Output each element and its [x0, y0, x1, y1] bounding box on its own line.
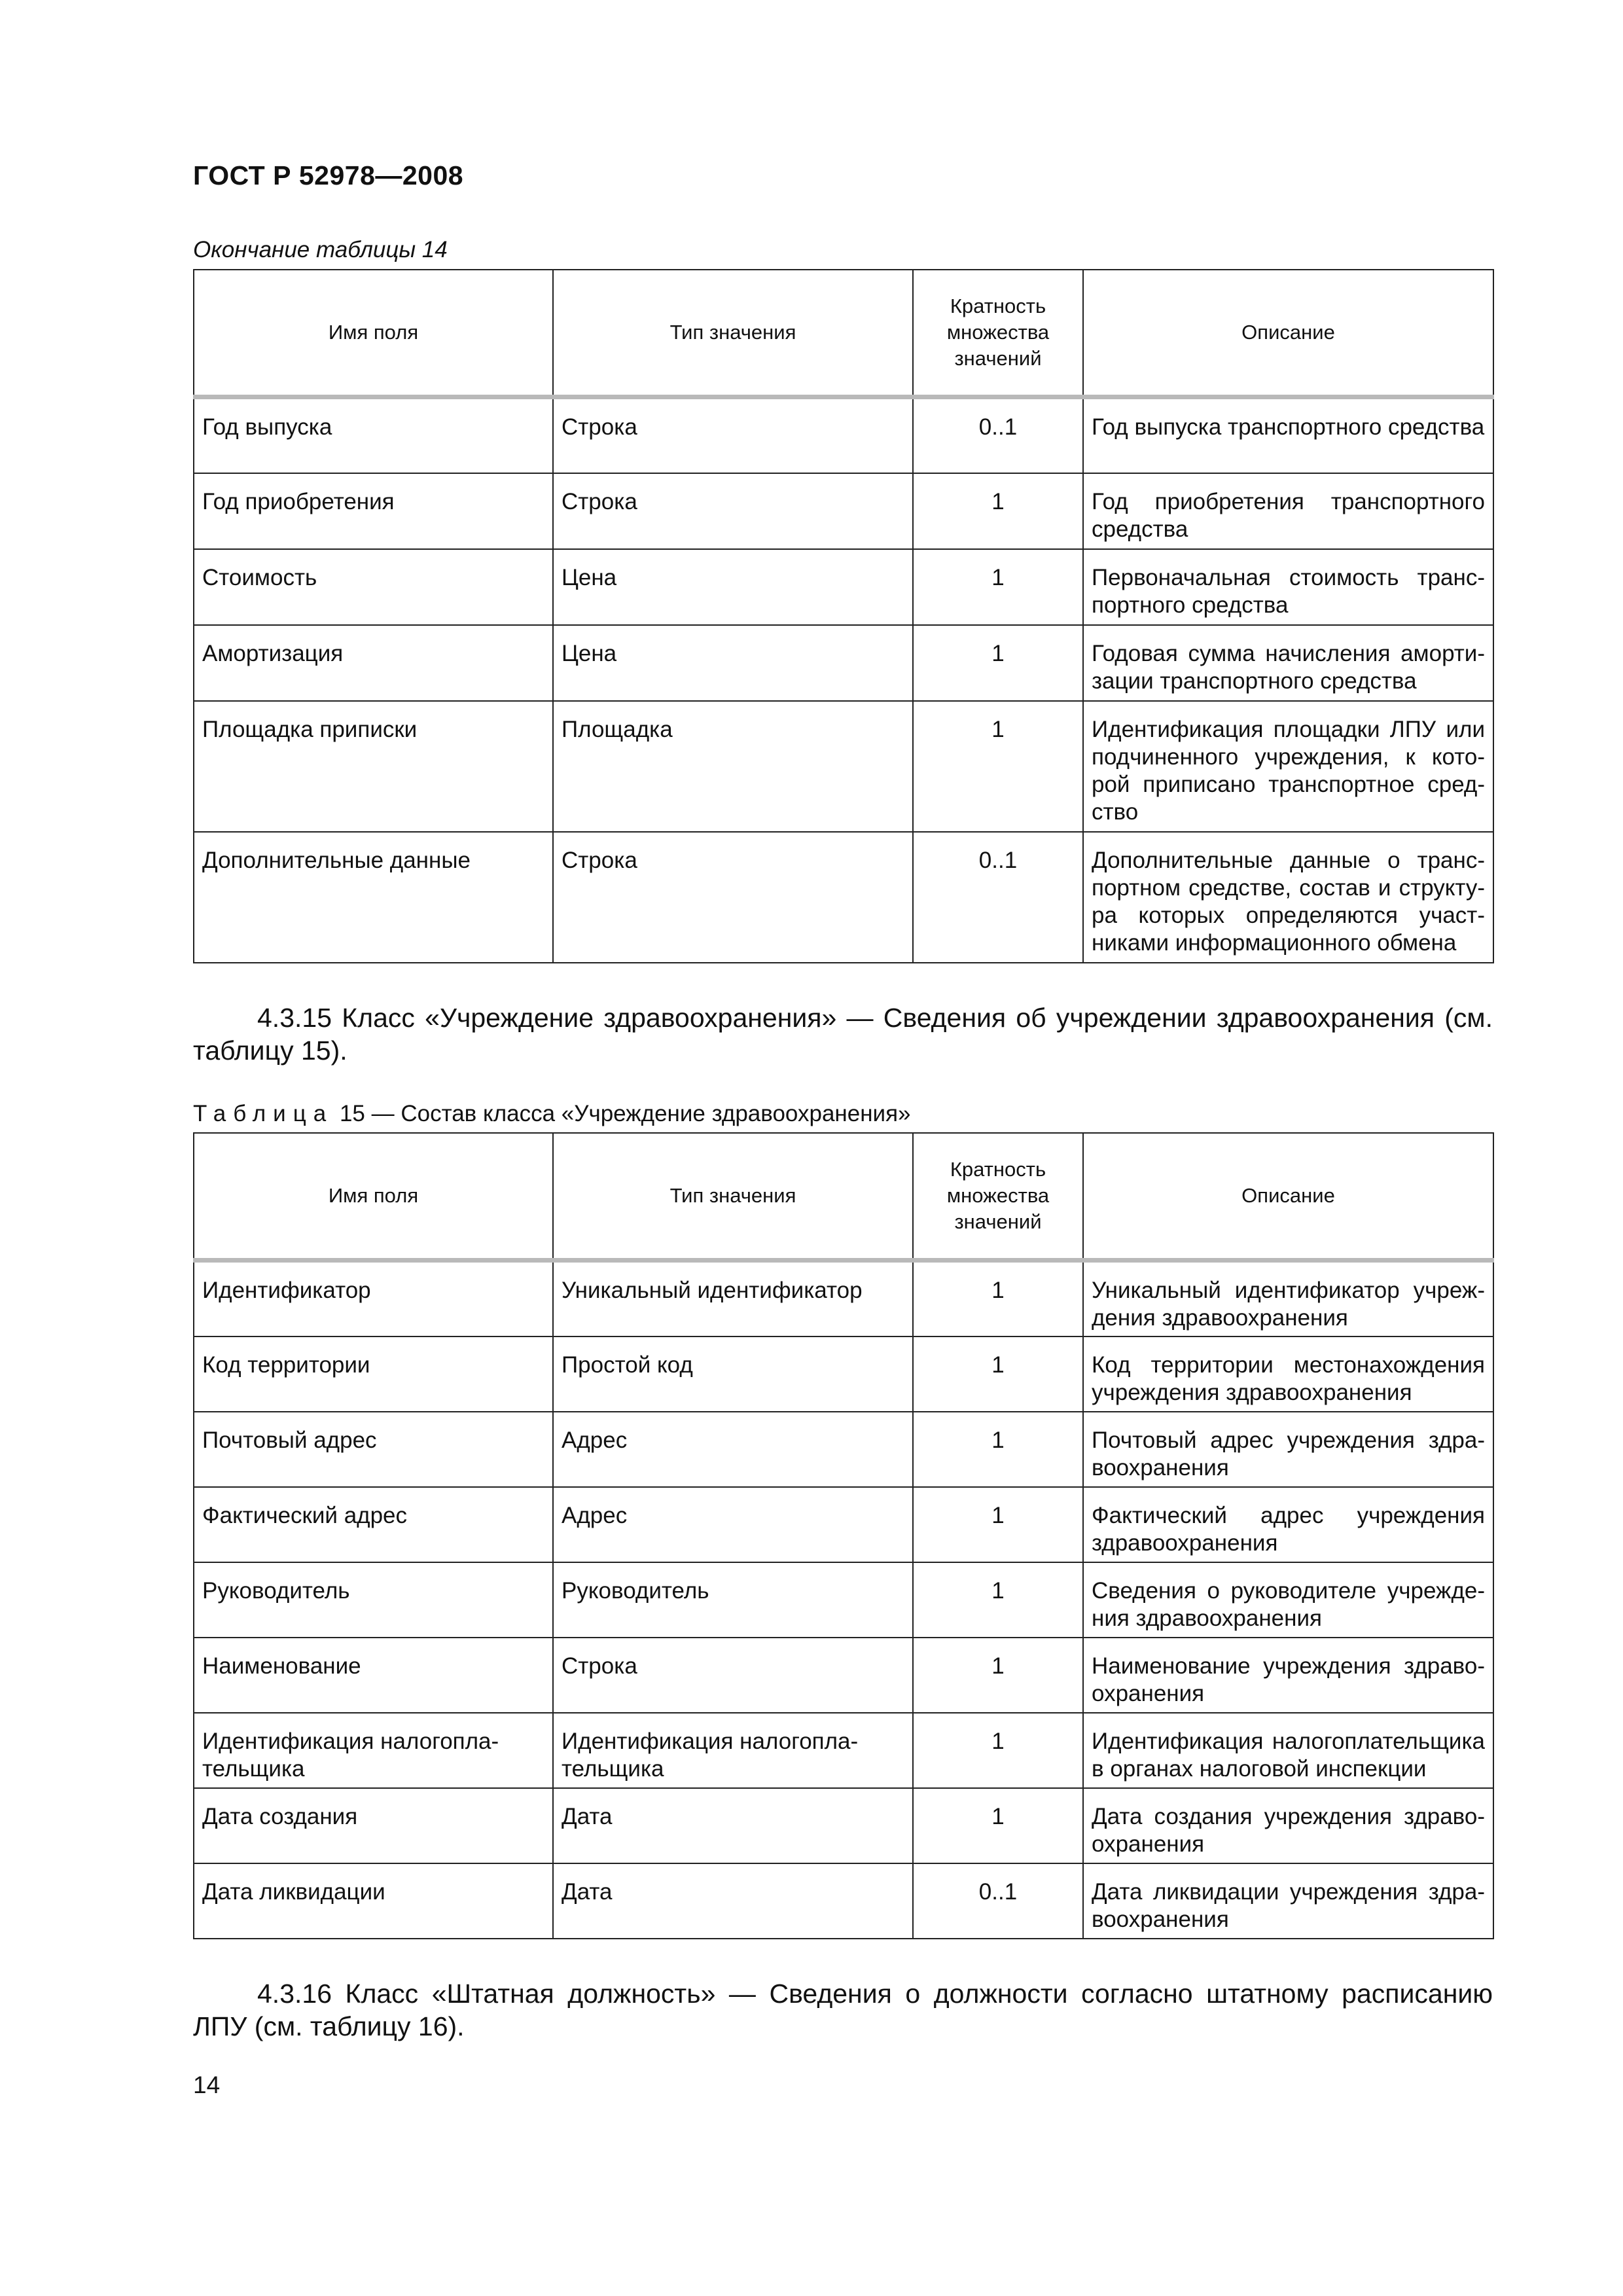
- table14-header-description: Описание: [1083, 270, 1493, 397]
- cell-multiplicity: 1: [913, 1562, 1083, 1638]
- table15-header-name: Имя поля: [194, 1133, 553, 1261]
- cell-name: Дополнительные данные: [194, 832, 553, 963]
- table-row: [194, 701, 1493, 832]
- cell-multiplicity: 1: [913, 1638, 1083, 1713]
- cell-multiplicity: 1: [913, 1487, 1083, 1562]
- table15: [193, 1132, 1494, 1939]
- cell-type: Строка: [553, 397, 913, 473]
- cell-name: Амортизация: [194, 625, 553, 701]
- cell-name: Год выпуска: [194, 397, 553, 473]
- cell-multiplicity: 0..1: [913, 1863, 1083, 1939]
- table-row: [194, 1562, 1493, 1638]
- cell-type: Строка: [553, 832, 913, 963]
- table-row: [194, 1788, 1493, 1863]
- table15-caption: [193, 1101, 911, 1127]
- cell-type: Строка: [553, 1638, 913, 1713]
- table-row: [194, 832, 1493, 963]
- cell-type: Адрес: [553, 1487, 913, 1562]
- cell-type: Дата: [553, 1863, 913, 1939]
- cell-name: Идентификатор: [194, 1261, 553, 1337]
- cell-multiplicity: 1: [913, 473, 1083, 549]
- cell-name: Код территории: [194, 1336, 553, 1412]
- cell-name: Стоимость: [194, 549, 553, 625]
- cell-type: Цена: [553, 549, 913, 625]
- table-row: [194, 397, 1493, 473]
- cell-description: Уникальный идентификатор учреждения здравоохранения: [1083, 1261, 1493, 1337]
- cell-type: Цена: [553, 625, 913, 701]
- table14-header-multiplicity: Кратность множества значений: [913, 270, 1083, 397]
- cell-name: Дата создания: [194, 1788, 553, 1863]
- table-row: [194, 1261, 1493, 1337]
- cell-description: Год приобретения транспортного средства: [1083, 473, 1493, 549]
- cell-multiplicity: 1: [913, 625, 1083, 701]
- cell-type: Адрес: [553, 1412, 913, 1487]
- cell-description: Дополнительные данные о транспортном средстве, состав и структура которых определяются участниками информационного обмена: [1083, 832, 1493, 963]
- cell-description: Идентификация налогоплательщика в органах налоговой инспекции: [1083, 1713, 1493, 1788]
- page-number: 14: [193, 2072, 221, 2098]
- table-row: [194, 1336, 1493, 1412]
- cell-multiplicity: 1: [913, 1713, 1083, 1788]
- cell-description: Идентификация площадки ЛПУ или подчиненного учреждения, к которой приписано транспортное средство: [1083, 701, 1493, 832]
- cell-multiplicity: 1: [913, 1788, 1083, 1863]
- document-title: ГОСТ Р 52978—2008: [193, 160, 464, 190]
- cell-multiplicity: 0..1: [913, 397, 1083, 473]
- cell-description: Почтовый адрес учреждения здравоохранения: [1083, 1412, 1493, 1487]
- cell-type: Строка: [553, 473, 913, 549]
- cell-description: Дата создания учреждения здравоохранения: [1083, 1788, 1493, 1863]
- table14-caption: Окончание таблицы 14: [193, 237, 448, 262]
- cell-description: Код территории местонахождения учреждения здравоохранения: [1083, 1336, 1493, 1412]
- cell-description: Дата ликвидации учреждения здравоохранения: [1083, 1863, 1493, 1939]
- table15-caption-text: 15 — Состав класса «Учреждение здравоохранения»: [333, 1101, 911, 1126]
- table-row: [194, 1487, 1493, 1562]
- cell-name: Наименование: [194, 1638, 553, 1713]
- table-row: [194, 1863, 1493, 1939]
- table15-header-row: [194, 1133, 1493, 1261]
- table15-header-type: Тип значения: [553, 1133, 913, 1261]
- cell-type: Простой код: [553, 1336, 913, 1412]
- cell-name: Дата ликвидации: [194, 1863, 553, 1939]
- cell-multiplicity: 1: [913, 549, 1083, 625]
- table15-header-multiplicity: Кратность множества значений: [913, 1133, 1083, 1261]
- paragraph-4-3-16: 4.3.16 Класс «Штатная должность» — Сведения о должности согласно штатному расписанию ЛПУ (см. таблицу 16).: [193, 1979, 1493, 2041]
- cell-multiplicity: 1: [913, 1261, 1083, 1337]
- cell-type: Идентификация налогоплательщика: [553, 1713, 913, 1788]
- cell-name: Год приобретения: [194, 473, 553, 549]
- table14-header-name: Имя поля: [194, 270, 553, 397]
- cell-description: Первоначальная стоимость транспортного средства: [1083, 549, 1493, 625]
- table-row: [194, 1638, 1493, 1713]
- cell-name: Почтовый адрес: [194, 1412, 553, 1487]
- cell-type: Руководитель: [553, 1562, 913, 1638]
- table15-caption-label: Таблица: [193, 1101, 334, 1126]
- cell-description: Наименование учреждения здравоохранения: [1083, 1638, 1493, 1713]
- cell-name: Фактический адрес: [194, 1487, 553, 1562]
- cell-name: Площадка приписки: [194, 701, 553, 832]
- cell-multiplicity: 1: [913, 701, 1083, 832]
- cell-description: Фактический адрес учреждения здравоохранения: [1083, 1487, 1493, 1562]
- cell-name: Руководитель: [194, 1562, 553, 1638]
- table-row: [194, 1713, 1493, 1788]
- cell-description: Год выпуска транспортного средства: [1083, 397, 1493, 473]
- cell-multiplicity: 0..1: [913, 832, 1083, 963]
- cell-type: Уникальный идентификатор: [553, 1261, 913, 1337]
- cell-description: Сведения о руководителе учреждения здравоохранения: [1083, 1562, 1493, 1638]
- table14: [193, 269, 1494, 963]
- table14-header-type: Тип значения: [553, 270, 913, 397]
- table-row: [194, 549, 1493, 625]
- table15-header-description: Описание: [1083, 1133, 1493, 1261]
- table-row: [194, 1412, 1493, 1487]
- cell-multiplicity: 1: [913, 1336, 1083, 1412]
- cell-type: Дата: [553, 1788, 913, 1863]
- table-row: [194, 473, 1493, 549]
- cell-multiplicity: 1: [913, 1412, 1083, 1487]
- cell-type: Площадка: [553, 701, 913, 832]
- cell-name: Идентификация налогоплательщика: [194, 1713, 553, 1788]
- table14-header-row: [194, 270, 1493, 397]
- table-row: [194, 625, 1493, 701]
- paragraph-4-3-15: 4.3.15 Класс «Учреждение здравоохранения» — Сведения об учреждении здравоохранения (см. таблицу 15).: [193, 1003, 1493, 1066]
- cell-description: Годовая сумма начисления амортизации транспортного средства: [1083, 625, 1493, 701]
